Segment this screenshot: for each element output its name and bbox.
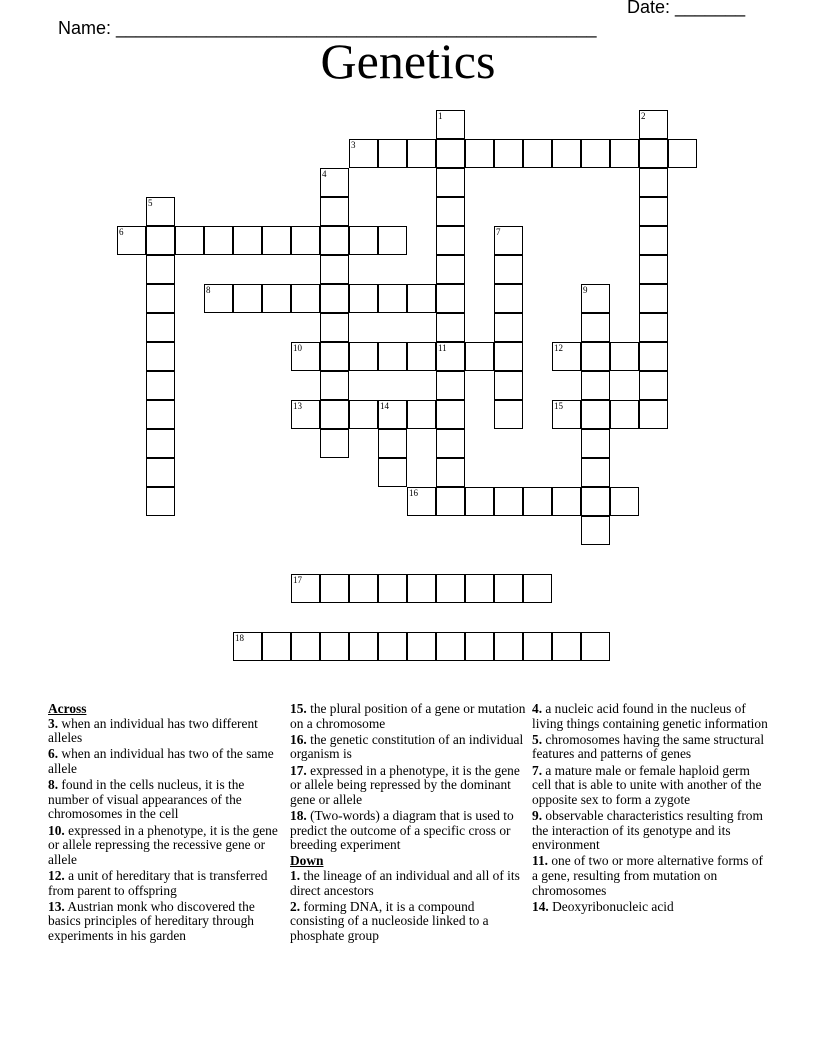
crossword-cell[interactable] (117, 226, 146, 255)
crossword-cell[interactable] (494, 400, 523, 429)
clue-number: 7 (496, 227, 501, 237)
crossword-cell[interactable] (349, 632, 378, 661)
crossword-cell[interactable] (610, 139, 639, 168)
crossword-cell[interactable] (523, 632, 552, 661)
crossword-cell[interactable] (378, 226, 407, 255)
crossword-cell[interactable] (581, 284, 610, 313)
clue-number: 8 (206, 285, 211, 295)
clue-item: 15. the plural position of a gene or mutation on a chromosome (290, 701, 526, 731)
clue-item: 3. when an individual has two different alleles (48, 715, 258, 746)
clue-number: 6 (119, 227, 124, 237)
crossword-cell[interactable] (291, 226, 320, 255)
crossword-cell[interactable] (639, 342, 668, 371)
clue-item: 1. the lineage of an individual and all of its direct ancestors (290, 867, 520, 898)
clue-number: 5 (148, 198, 153, 208)
crossword-cell[interactable] (581, 487, 610, 516)
crossword-cell[interactable] (581, 371, 610, 400)
crossword-cell[interactable] (639, 197, 668, 226)
crossword-cell[interactable] (291, 284, 320, 313)
crossword-cell[interactable] (146, 197, 175, 226)
crossword-cell[interactable] (146, 313, 175, 342)
crossword-cell[interactable] (523, 574, 552, 603)
crossword-cell[interactable] (639, 400, 668, 429)
crossword-cell[interactable] (465, 574, 494, 603)
crossword-cell[interactable] (262, 632, 291, 661)
crossword-cell[interactable] (436, 197, 465, 226)
crossword-cell[interactable] (436, 226, 465, 255)
clue-number: 3 (351, 140, 356, 150)
crossword-cell[interactable] (581, 139, 610, 168)
crossword-cell[interactable] (291, 574, 320, 603)
crossword-cell[interactable] (349, 226, 378, 255)
clue-number: 10 (293, 343, 302, 353)
clue-number: 18 (235, 633, 244, 643)
clue-item: 16. the genetic constitution of an individual organism is (290, 731, 524, 762)
clue-item: 7. a mature male or female haploid germ cell that is able to unite with another of the opposite sex to form a zygote (532, 762, 762, 807)
clues-column-3 (532, 702, 768, 916)
crossword-cell[interactable] (291, 342, 320, 371)
crossword-cell[interactable] (320, 226, 349, 255)
crossword-cell[interactable] (465, 342, 494, 371)
crossword-cell[interactable] (494, 139, 523, 168)
crossword-cell[interactable] (436, 371, 465, 400)
crossword-cell[interactable] (146, 400, 175, 429)
crossword-cell[interactable] (204, 284, 233, 313)
clue-number: 13 (293, 401, 302, 411)
crossword-cell[interactable] (175, 226, 204, 255)
crossword-cell[interactable] (494, 284, 523, 313)
crossword-cell[interactable] (436, 487, 465, 516)
crossword-cell[interactable] (610, 487, 639, 516)
crossword-cell[interactable] (639, 255, 668, 284)
crossword-cell[interactable] (494, 632, 523, 661)
crossword-cell[interactable] (146, 226, 175, 255)
crossword-cell[interactable] (146, 487, 175, 516)
clue-item: 17. expressed in a phenotype, it is the gene or allele being repressed by the dominant gene or allele (290, 762, 520, 807)
clue-number: 16 (409, 488, 418, 498)
crossword-cell[interactable] (146, 284, 175, 313)
crossword-cell[interactable] (581, 400, 610, 429)
crossword-cell[interactable] (407, 632, 436, 661)
crossword-cell[interactable] (436, 342, 465, 371)
crossword-cell[interactable] (320, 284, 349, 313)
crossword-cell[interactable] (581, 458, 610, 487)
crossword-cell[interactable] (436, 168, 465, 197)
crossword-cell[interactable] (436, 429, 465, 458)
clue-item: 5. chromosomes having the same structural features and patterns of genes (532, 731, 765, 762)
crossword-cell[interactable] (639, 284, 668, 313)
crossword-cell[interactable] (233, 284, 262, 313)
crossword-cell[interactable] (494, 313, 523, 342)
clues-column-1 (48, 702, 284, 945)
clue-item: 13. Austrian monk who discovered the basics principles of hereditary through experiments in his garden (48, 898, 255, 943)
crossword-cell[interactable] (320, 313, 349, 342)
crossword-cell[interactable] (465, 139, 494, 168)
crossword-cell[interactable] (407, 342, 436, 371)
crossword-cell[interactable] (581, 632, 610, 661)
crossword-cell[interactable] (436, 400, 465, 429)
crossword-cell[interactable] (378, 458, 407, 487)
crossword-cell[interactable] (378, 400, 407, 429)
clue-item: 9. observable characteristics resulting from the interaction of its genotype and its environment (532, 807, 763, 853)
crossword-cell[interactable] (320, 429, 349, 458)
crossword-cell[interactable] (581, 429, 610, 458)
crossword-cell[interactable] (552, 632, 581, 661)
clue-item: 2. forming DNA, it is a compound consisting of a nucleoside linked to a phosphate group (290, 898, 489, 943)
crossword-cell[interactable] (320, 197, 349, 226)
crossword-cell[interactable] (639, 371, 668, 400)
crossword-cell[interactable] (407, 400, 436, 429)
crossword-cell[interactable] (436, 458, 465, 487)
crossword-cell[interactable] (552, 139, 581, 168)
crossword-cell[interactable] (639, 110, 668, 139)
crossword-cell[interactable] (378, 429, 407, 458)
crossword-cell[interactable] (639, 313, 668, 342)
crossword-cell[interactable] (407, 139, 436, 168)
crossword-cell[interactable] (320, 574, 349, 603)
crossword-cell[interactable] (610, 342, 639, 371)
clue-item: 14. Deoxyribonucleic acid (532, 898, 674, 914)
down-heading: Down (290, 853, 324, 869)
crossword-cell[interactable] (291, 632, 320, 661)
crossword-cell[interactable] (639, 226, 668, 255)
crossword-cell[interactable] (204, 226, 233, 255)
crossword-cell[interactable] (146, 342, 175, 371)
clue-number: 17 (293, 575, 302, 585)
crossword-cell[interactable] (668, 139, 697, 168)
clue-item: 10. expressed in a phenotype, it is the gene or allele repressing the recessive gene or allele (48, 822, 278, 867)
crossword-cell[interactable] (349, 284, 378, 313)
name-label: Name: ________________________________________________ (58, 18, 597, 38)
crossword-cell[interactable] (552, 487, 581, 516)
crossword-cell[interactable] (523, 487, 552, 516)
crossword-cell[interactable] (320, 632, 349, 661)
crossword-cell[interactable] (465, 632, 494, 661)
crossword-cell[interactable] (436, 632, 465, 661)
crossword-cell[interactable] (436, 139, 465, 168)
crossword-cell[interactable] (291, 400, 320, 429)
crossword-cell[interactable] (320, 400, 349, 429)
crossword-cell[interactable] (465, 487, 494, 516)
crossword-cell[interactable] (378, 574, 407, 603)
crossword-cell[interactable] (407, 487, 436, 516)
crossword-cell[interactable] (262, 226, 291, 255)
crossword-cell[interactable] (146, 255, 175, 284)
crossword-cell[interactable] (378, 632, 407, 661)
clue-number: 11 (438, 343, 447, 353)
crossword-cell[interactable] (349, 574, 378, 603)
crossword-cell[interactable] (233, 632, 262, 661)
crossword-cell[interactable] (146, 458, 175, 487)
crossword-cell[interactable] (378, 342, 407, 371)
crossword-cell[interactable] (146, 371, 175, 400)
clue-item: 11. one of two or more alternative forms of a gene, resulting from mutation on chromosomes (532, 853, 763, 898)
clue-number: 2 (641, 111, 646, 121)
clue-item: 8. found in the cells nucleus, it is the number of visual appearances of the chromosomes in the cell (48, 777, 245, 822)
crossword-cell[interactable] (581, 313, 610, 342)
crossword-cell[interactable] (552, 342, 581, 371)
crossword-cell[interactable] (349, 342, 378, 371)
crossword-cell[interactable] (523, 139, 552, 168)
crossword-cell[interactable] (436, 255, 465, 284)
crossword-cell[interactable] (320, 168, 349, 197)
crossword-cell[interactable] (233, 226, 262, 255)
crossword-cell[interactable] (146, 429, 175, 458)
crossword-cell[interactable] (436, 313, 465, 342)
page-title: Genetics (320, 33, 496, 89)
clue-number: 4 (322, 169, 327, 179)
crossword-cell[interactable] (639, 139, 668, 168)
clue-number: 15 (554, 401, 563, 411)
crossword-cell[interactable] (378, 139, 407, 168)
across-heading: Across (48, 701, 87, 716)
clue-item: 18. (Two-words) a diagram that is used to predict the outcome of a specific cross or breeding experiment (290, 807, 514, 853)
clue-item: 12. a unit of hereditary that is transferred from parent to offspring (48, 867, 268, 898)
crossword-cell[interactable] (610, 400, 639, 429)
crossword-cell[interactable] (581, 516, 610, 545)
crossword-cell[interactable] (262, 284, 291, 313)
crossword-cell[interactable] (552, 400, 581, 429)
clues-column-2 (290, 702, 526, 945)
crossword-cell[interactable] (494, 255, 523, 284)
crossword-cell[interactable] (436, 284, 465, 313)
clue-item: 6. when an individual has two of the same allele (48, 746, 274, 776)
crossword-cell[interactable] (349, 139, 378, 168)
crossword-cell[interactable] (407, 574, 436, 603)
crossword-cell[interactable] (436, 574, 465, 603)
clue-number: 12 (554, 343, 563, 353)
clue-number: 9 (583, 285, 588, 295)
crossword-cell[interactable] (320, 255, 349, 284)
crossword-cell[interactable] (494, 342, 523, 371)
crossword-cell[interactable] (320, 371, 349, 400)
date-label: Date: _______ (627, 0, 746, 17)
crossword-cell[interactable] (494, 574, 523, 603)
clue-number: 14 (380, 401, 389, 411)
crossword-cell[interactable] (349, 400, 378, 429)
crossword-cell[interactable] (436, 110, 465, 139)
crossword-cell[interactable] (494, 371, 523, 400)
clue-item: 4. a nucleic acid found in the nucleus of living things containing genetic information (532, 701, 768, 731)
crossword-cell[interactable] (581, 342, 610, 371)
crossword-cell[interactable] (378, 284, 407, 313)
crossword-cell[interactable] (639, 168, 668, 197)
crossword-cell[interactable] (494, 487, 523, 516)
crossword-cell[interactable] (407, 284, 436, 313)
clue-number: 1 (438, 111, 443, 121)
crossword-cell[interactable] (494, 226, 523, 255)
crossword-cell[interactable] (320, 342, 349, 371)
